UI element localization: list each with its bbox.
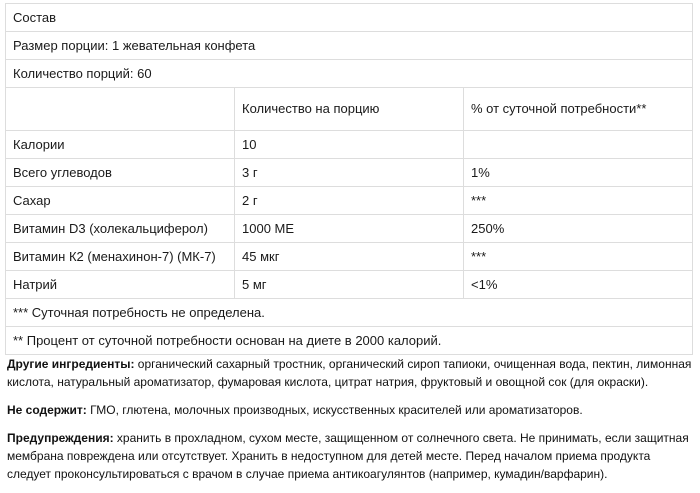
footnote-daily-value-basis: ** Процент от суточной потребности основан на диете в 2000 калорий. [6, 327, 693, 355]
nutrient-amount: 1000 МЕ [235, 215, 464, 243]
other-ingredients-label: Другие ингредиенты: [7, 357, 135, 371]
nutrient-daily-value: *** [464, 187, 693, 215]
nutrient-name: Витамин D3 (холекальциферол) [6, 215, 235, 243]
table-row [6, 159, 693, 187]
serving-size: Размер порции: 1 жевательная конфета [6, 32, 693, 60]
warnings-text: хранить в прохладном, сухом месте, защищенном от солнечного света. Не принимать, если защитная мембрана повреждена или отсутствует. Хранить в недоступном для детей месте. Перед началом приема продукта следует проконсультироваться с врачом в случае приема антикоагулянтов (например, кумадин/варфарин). [7, 431, 689, 481]
header-empty-cell [6, 88, 235, 131]
table-title-row [6, 4, 693, 32]
supplement-facts-table [5, 3, 693, 355]
nutrient-amount: 2 г [235, 187, 464, 215]
other-ingredients-text: органический сахарный тростник, органический сироп тапиоки, очищенная вода, пектин, лимонная кислота, натуральный ароматизатор, фумаровая кислота, цитрат натрия, фруктовый и овощной сок (для окраски). [7, 357, 692, 389]
nutrient-amount: 45 мкг [235, 243, 464, 271]
header-daily-value: % от суточной потребности** [464, 88, 693, 131]
nutrient-daily-value: <1% [464, 271, 693, 299]
table-row [6, 271, 693, 299]
nutrient-name: Всего углеводов [6, 159, 235, 187]
nutrient-daily-value: 1% [464, 159, 693, 187]
servings-count: Количество порций: 60 [6, 60, 693, 88]
table-row [6, 243, 693, 271]
footnote-row [6, 327, 693, 355]
table-row [6, 215, 693, 243]
nutrient-name: Натрий [6, 271, 235, 299]
warnings [7, 429, 693, 483]
header-amount: Количество на порцию [235, 88, 464, 131]
free-from-label: Не содержит: [7, 403, 87, 417]
footnote-row [6, 299, 693, 327]
free-from [7, 401, 693, 419]
servings-count-row [6, 60, 693, 88]
nutrient-name: Витамин К2 (менахинон-7) (МК-7) [6, 243, 235, 271]
product-notes [7, 355, 693, 493]
serving-size-row [6, 32, 693, 60]
nutrient-amount: 10 [235, 131, 464, 159]
nutrient-amount: 3 г [235, 159, 464, 187]
column-header-row [6, 88, 693, 131]
table-row [6, 131, 693, 159]
other-ingredients [7, 355, 693, 391]
nutrient-daily-value: *** [464, 243, 693, 271]
nutrient-daily-value [464, 131, 693, 159]
footnote-not-established: *** Суточная потребность не определена. [6, 299, 693, 327]
nutrient-daily-value: 250% [464, 215, 693, 243]
table-row [6, 187, 693, 215]
nutrient-name: Калории [6, 131, 235, 159]
warnings-label: Предупреждения: [7, 431, 114, 445]
table-title: Состав [6, 4, 693, 32]
nutrient-amount: 5 мг [235, 271, 464, 299]
free-from-text: ГМО, глютена, молочных производных, искусственных красителей или ароматизаторов. [86, 403, 583, 417]
nutrient-name: Сахар [6, 187, 235, 215]
